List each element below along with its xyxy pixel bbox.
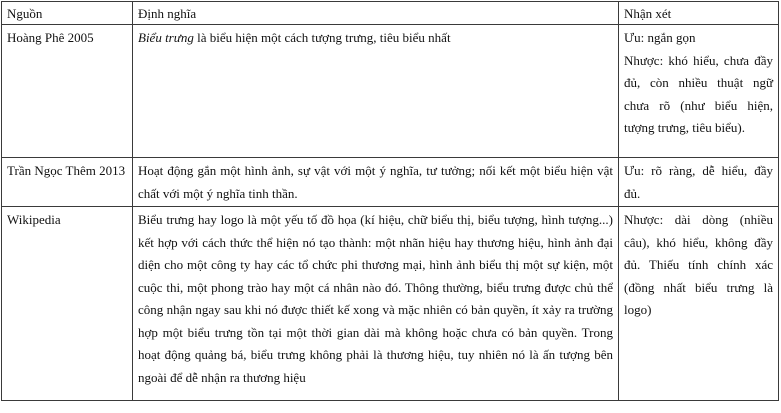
- definition-comparison-table: [1, 1, 779, 401]
- row-source: Trần Ngọc Thêm 2013: [2, 158, 133, 207]
- header-comment: Nhận xét: [619, 2, 779, 25]
- row-source: Wikipedia: [2, 207, 133, 401]
- row-comment: Ưu: rõ ràng, dễ hiểu, đầy đủ.: [619, 158, 779, 207]
- row-definition: Hoạt động gắn một hình ảnh, sự vật với một ý nghĩa, tư tưởng; nối kết một biểu hiện vật chất với một ý nghĩa tinh thần.: [133, 158, 619, 207]
- row-definition: Biểu trưng hay logo là một yếu tố đồ họa (kí hiệu, chữ biểu thị, biểu tượng, hình tượng...) kết hợp với cách thức thể hiện nó tạo thành: một nhãn hiệu hay thương hiệu, hình ảnh đại diện cho một công ty hay các tổ chức phi thương mại, hình ảnh biểu thị một sự kiện, một cuộc thi, một phong trào hay một cá nhân nào đó. Thông thường, biểu trưng được chủ thể công nhận ngay sau khi nó được thiết kế xong và mặc nhiên có bản quyền, ít xảy ra trường hợp một biểu trưng tồn tại một thời gian dài mà không hoặc chưa có bản quyền. Trong hoạt động quảng bá, biểu trưng không phải là thương hiệu, tuy nhiên nó là ấn tượng bên ngoài để dễ nhận ra thương hiệu: [133, 207, 619, 401]
- row-definition: [133, 25, 619, 158]
- definition-text: là biểu hiện một cách tượng trưng, tiêu biểu nhất: [193, 30, 451, 45]
- comment-pro: Ưu: ngắn gọn: [624, 30, 696, 45]
- table-row: [2, 158, 779, 207]
- definition-term: Biểu trưng: [138, 30, 194, 45]
- row-source: Hoàng Phê 2005: [2, 25, 133, 158]
- header-source: Nguồn: [2, 2, 133, 25]
- row-comment: Nhược: dài dòng (nhiều câu), khó hiểu, không đầy đủ. Thiếu tính chính xác (đồng nhất biểu trưng là logo): [619, 207, 779, 401]
- table-row: [2, 207, 779, 401]
- header-definition: Định nghĩa: [133, 2, 619, 25]
- table-header-row: [2, 2, 779, 25]
- comment-con: Nhược: khó hiểu, chưa đầy đủ, còn nhiều thuật ngữ chưa rõ (như biểu hiện, tượng trưng, tiêu biểu).: [624, 52, 773, 135]
- table-row: [2, 25, 779, 158]
- row-comment: [619, 25, 779, 158]
